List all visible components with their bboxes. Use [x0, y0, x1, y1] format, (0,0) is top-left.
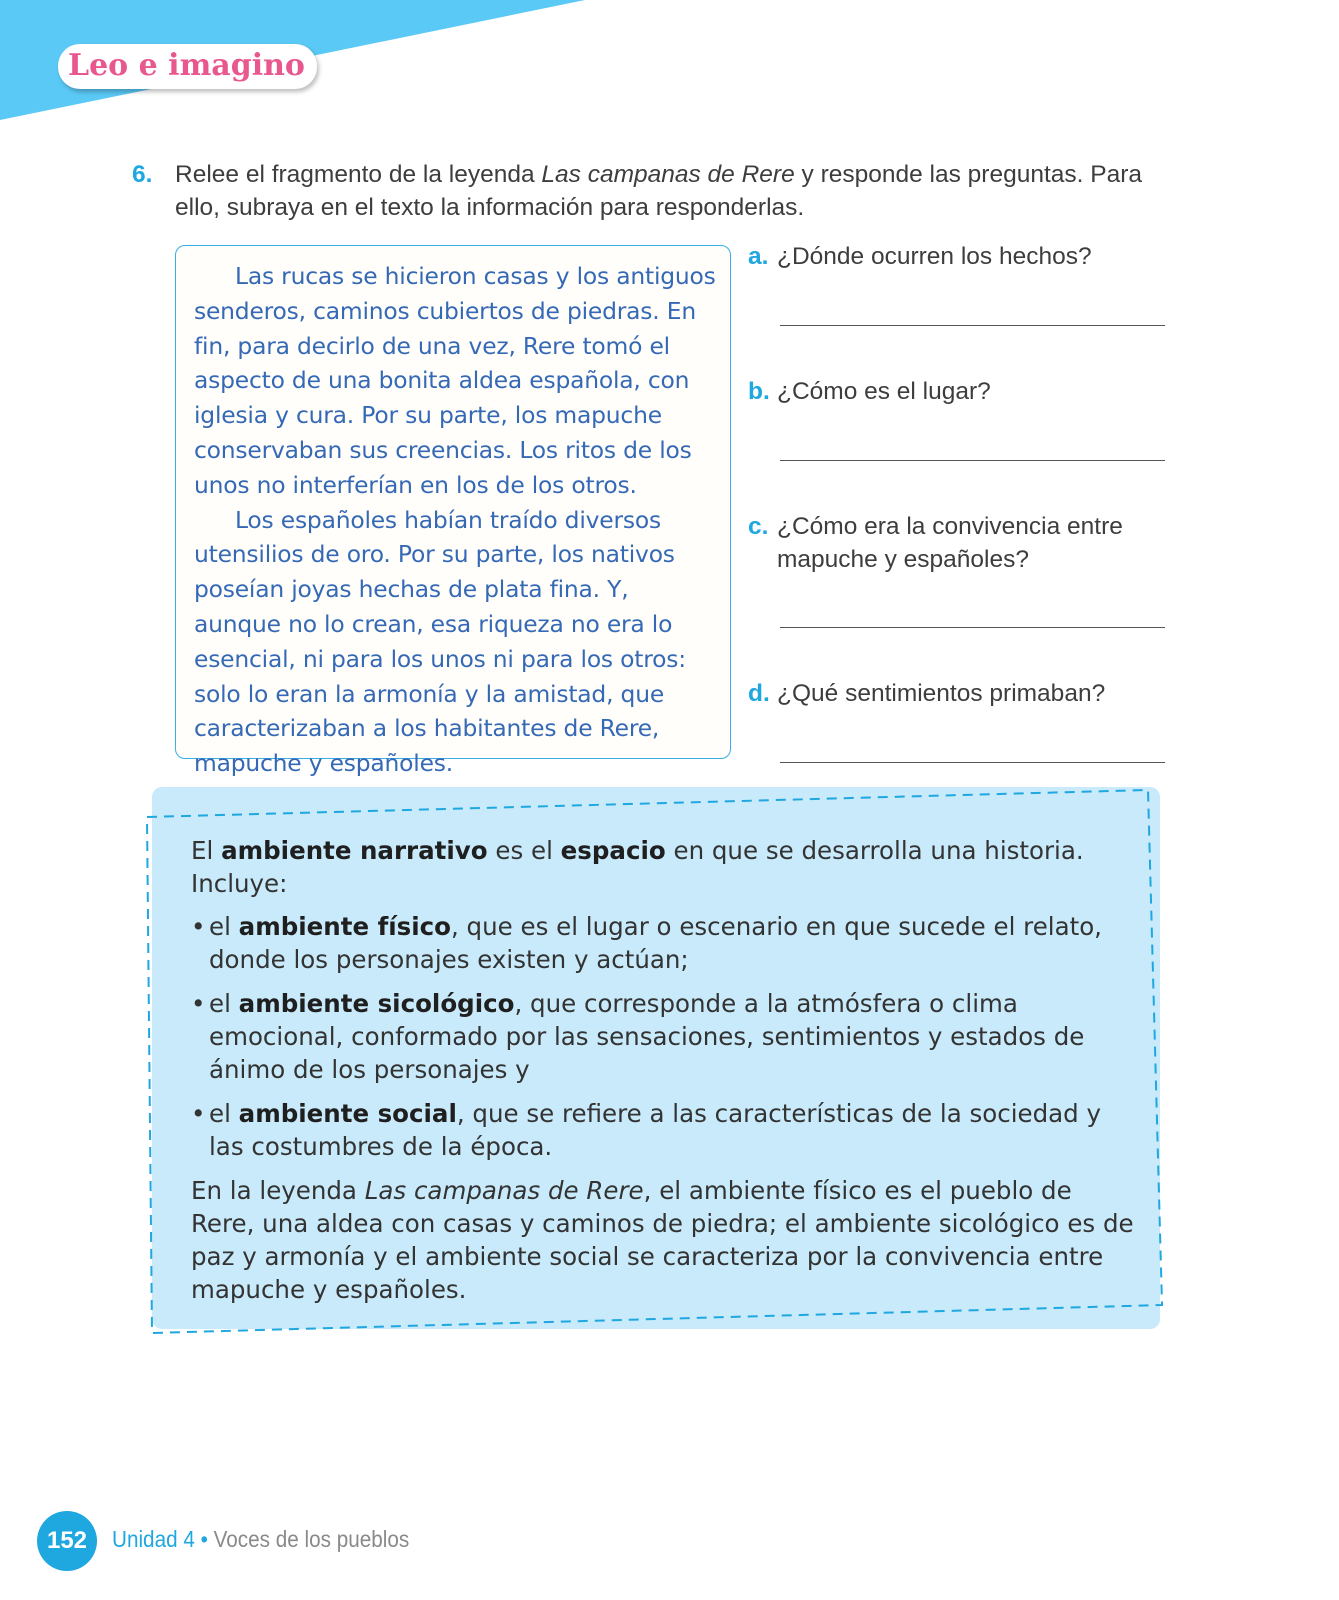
question-6: [132, 158, 1172, 224]
concept-list: [191, 910, 1141, 1163]
question-number: 6.: [132, 161, 153, 188]
subquestion-text: ¿Qué sentimientos primaban?: [777, 680, 1106, 707]
list-item: • el ambiente social, que se refiere a las características de la sociedad y las costumbres de la época.: [191, 1097, 1141, 1163]
reading-passage: [175, 245, 731, 778]
answer-line-b[interactable]: [780, 460, 1165, 461]
subquestion-letter: d.: [748, 680, 770, 707]
answer-line-c[interactable]: [780, 627, 1165, 628]
subquestion-text: ¿Cómo era la convivencia entre mapuche y españoles?: [777, 513, 1123, 573]
list-item: • el ambiente sicológico, que corresponde a la atmósfera o clima emocional, conformado por las sensaciones, sentimientos y estados de ánimo de los personajes y: [191, 987, 1141, 1086]
question-text: Relee el fragmento de la leyenda Las campanas de Rere y responde las preguntas. Para ello, subraya en el texto la información para responderlas.: [175, 161, 1143, 221]
subquestion-a: [748, 240, 1168, 273]
section-label: Leo e imagino: [58, 44, 317, 89]
footer-unit-title: Voces de los pueblos: [213, 1526, 410, 1552]
subquestion-text: ¿Cómo es el lugar?: [777, 378, 991, 405]
answer-line-a[interactable]: [780, 325, 1165, 326]
passage-paragraph: Las rucas se hicieron casas y los antiguos senderos, caminos cubiertos de piedras. En fin, para decirlo de una vez, Rere tomó el aspecto de una bonita aldea española, con iglesia y cura. Por su parte, los mapuche conservaban sus creencias. Los ritos de los unos no interferían en los de los otros.: [194, 262, 716, 499]
subquestion-text: ¿Dónde ocurren los hechos?: [777, 243, 1092, 270]
passage-paragraph: Los españoles habían traído diversos utensilios de oro. Por su parte, los nativos poseían joyas hechas de plata fina. Y, aunque no lo crean, esa riqueza no era lo esencial, ni para los unos ni para los otros: solo lo eran la armonía y la amistad, que caracterizaban a los habitantes de Rere, mapuche y españoles.: [194, 505, 686, 778]
subquestion-letter: a.: [748, 243, 769, 270]
concept-example: En la leyenda Las campanas de Rere, el ambiente físico es el pueblo de Rere, una aldea con casas y caminos de piedra; el ambiente sicológico es de paz y armonía y el ambiente social se caracteriza por la convivencia entre mapuche y españoles.: [191, 1176, 1134, 1304]
concept-text: [191, 834, 1141, 1306]
concept-definition: El ambiente narrativo es el espacio en que se desarrolla una historia. Incluye:: [191, 836, 1084, 898]
page-number: 152: [37, 1511, 97, 1571]
subquestion-letter: c.: [748, 513, 769, 540]
list-item: • el ambiente físico, que es el lugar o escenario en que sucede el relato, donde los personajes existen y actúan;: [191, 910, 1141, 976]
subquestion-c: [748, 510, 1168, 576]
subquestion-letter: b.: [748, 378, 770, 405]
footer-unit: Unidad 4 • Voces de los pueblos: [112, 1526, 410, 1552]
subquestion-d: [748, 677, 1168, 710]
answer-line-d[interactable]: [780, 762, 1165, 763]
subquestion-b: [748, 375, 1168, 408]
